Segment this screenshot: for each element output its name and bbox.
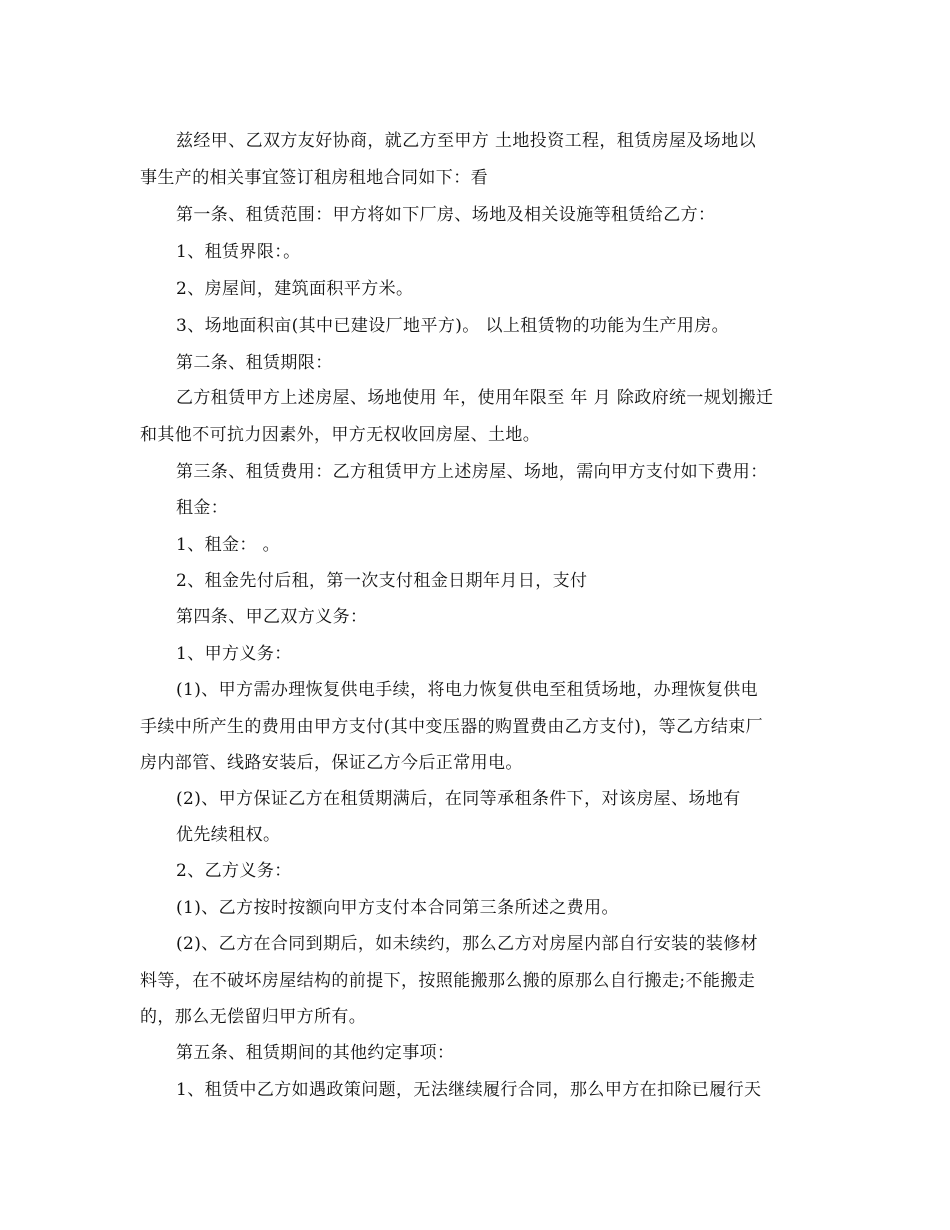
paragraph-line: 优先续租权。 [176,825,281,845]
paragraph-line: 和其他不可抗力因素外，甲方无权收回房屋、土地。 [140,425,541,445]
paragraph-line: 租金： [176,498,229,518]
article-heading-1: 第一条、租赁范围：甲方将如下厂房、场地及相关设施等租赁给乙方： [176,205,716,225]
paragraph-line: 1、租赁中乙方如遇政策问题，无法继续履行合同，那么甲方在扣除已履行天 [176,1080,762,1100]
paragraph-line: (1)、甲方需办理恢复供电手续，将电力恢复供电至租赁场地，办理恢复供电 [176,680,759,700]
paragraph-line: 1、租金： 。 [176,535,281,555]
paragraph-line: (2)、甲方保证乙方在租赁期满后，在同等承租条件下，对该房屋、场地有 [176,789,741,809]
article-heading-2: 第二条、租赁期限： [176,353,333,373]
article-heading-5: 第五条、租赁期间的其他约定事项： [176,1043,455,1063]
paragraph-line: 1、租赁界限：。 [176,242,301,262]
paragraph-line: 房内部管、线路安装后，保证乙方今后正常用电。 [140,753,523,773]
paragraph-line: 手续中所产生的费用由甲方支付(其中变压器的购置费由乙方支付)，等乙方结束厂 [140,717,764,737]
article-heading-3: 第三条、租赁费用：乙方租赁甲方上述房屋、场地，需向甲方支付如下费用： [176,462,768,482]
paragraph-line: 2、乙方义务： [176,861,292,881]
paragraph-line: 兹经甲、乙双方友好协商，就乙方至甲方 土地投资工程，租赁房屋及场地以 [176,131,757,151]
paragraph-line: 的，那么无偿留归甲方所有。 [140,1007,367,1027]
paragraph-line: (2)、乙方在合同到期后，如未续约，那么乙方对房屋内部自行安装的装修材 [176,934,759,954]
paragraph-line: 3、场地面积亩(其中已建设厂地平方)。 以上租赁物的功能为生产用房。 [176,316,730,336]
article-heading-4: 第四条、甲乙双方义务： [176,607,368,627]
paragraph-line: 料等，在不破坏房屋结构的前提下，按照能搬那么搬的原那么自行搬走;不能搬走 [140,971,756,991]
paragraph-line: 乙方租赁甲方上述房屋、场地使用 年，使用年限至 年 月 除政府统一规划搬迁 [176,388,774,408]
paragraph-line: (1)、乙方按时按额向甲方支付本合同第三条所述之费用。 [176,898,619,918]
paragraph-line: 1、甲方义务： [176,644,292,664]
paragraph-line: 2、房屋间，建筑面积平方米。 [176,279,414,299]
paragraph-line: 事生产的相关事宜签订租房租地合同如下：看 [140,168,488,188]
paragraph-line: 2、租金先付后租，第一次支付租金日期年月日，支付 [176,571,588,591]
